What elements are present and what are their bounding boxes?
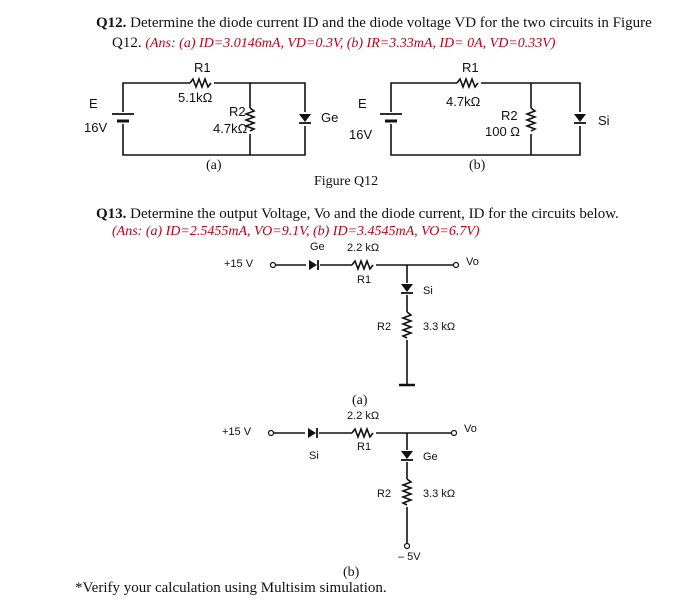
q12b-source-name: E xyxy=(358,96,367,111)
q13a-r1-value: 2.2 kΩ xyxy=(347,242,380,254)
q13a-r2-name: R2 xyxy=(377,321,392,333)
q13a-source: +15 V xyxy=(224,258,254,270)
q12a-diode-label: Ge xyxy=(321,110,339,125)
q13b-r2-name: R2 xyxy=(377,488,392,500)
q13b-r1-value: 2.2 kΩ xyxy=(347,410,380,422)
q12-answer: (Ans: (a) ID=3.0146mA, VD=0.3V, (b) IR=3.33mA, ID= 0A, VD=0.33V) xyxy=(145,36,556,51)
q13-heading xyxy=(96,206,619,223)
q12a-r2-name: R2 xyxy=(229,104,246,119)
q13-answer: (Ans: (a) ID=2.5455mA, VO=9.1V, (b) ID=3.4545mA, VO=6.7V) xyxy=(112,224,480,239)
figure-q12-caption: Figure Q12 xyxy=(314,174,379,189)
q12a-r1-value: 5.1kΩ xyxy=(178,90,213,105)
q12a-source-value: 16V xyxy=(84,120,108,135)
q13b-source: +15 V xyxy=(222,426,252,438)
q12b-r2-value: 100 Ω xyxy=(485,124,521,139)
q13b-diode1-label: Si xyxy=(309,450,319,462)
q13a-r2-value: 3.3 kΩ xyxy=(423,321,456,333)
q13a-diode1-label: Ge xyxy=(310,241,325,253)
q12-text-line2: Q12. xyxy=(112,35,142,51)
q13b-output: Vo xyxy=(464,423,477,435)
q12a-caption: (a) xyxy=(206,158,222,173)
q12-number: Q12. xyxy=(96,15,127,31)
q12b-source-value: 16V xyxy=(349,127,373,142)
q13b-r2-value: 3.3 kΩ xyxy=(423,488,456,500)
q13b-diode2-label: Ge xyxy=(423,451,438,463)
q12b-r1-name: R1 xyxy=(462,60,479,75)
q13a-output: Vo xyxy=(466,256,479,268)
q12b-r1-value: 4.7kΩ xyxy=(446,94,481,109)
q13a-r1-name: R1 xyxy=(357,274,372,286)
q12b-circuit xyxy=(380,79,587,155)
q12b-r2-name: R2 xyxy=(501,108,518,123)
q13-text: Determine the output Voltage, Vo and the diode current, ID for the circuits below. xyxy=(130,206,619,222)
q13-number: Q13. xyxy=(96,206,127,222)
q12a-r2-value: 4.7kΩ xyxy=(213,121,248,136)
q12a-r1-name: R1 xyxy=(194,60,211,75)
q13b-caption: (b) xyxy=(343,565,360,580)
footer-note: *Verify your calculation using Multisim simulation. xyxy=(75,580,387,596)
q12b-caption: (b) xyxy=(469,158,486,173)
q13a-diode2-label: Si xyxy=(423,285,433,297)
q12b-diode-label: Si xyxy=(598,113,610,128)
q13b-r1-name: R1 xyxy=(357,441,372,453)
q12a-source-name: E xyxy=(89,96,98,111)
q12-text-line1: Determine the diode current ID and the diode voltage VD for the two circuits in Figure xyxy=(130,15,652,31)
q13b-neg-source: – 5V xyxy=(398,551,421,563)
q13a-caption: (a) xyxy=(352,393,368,408)
